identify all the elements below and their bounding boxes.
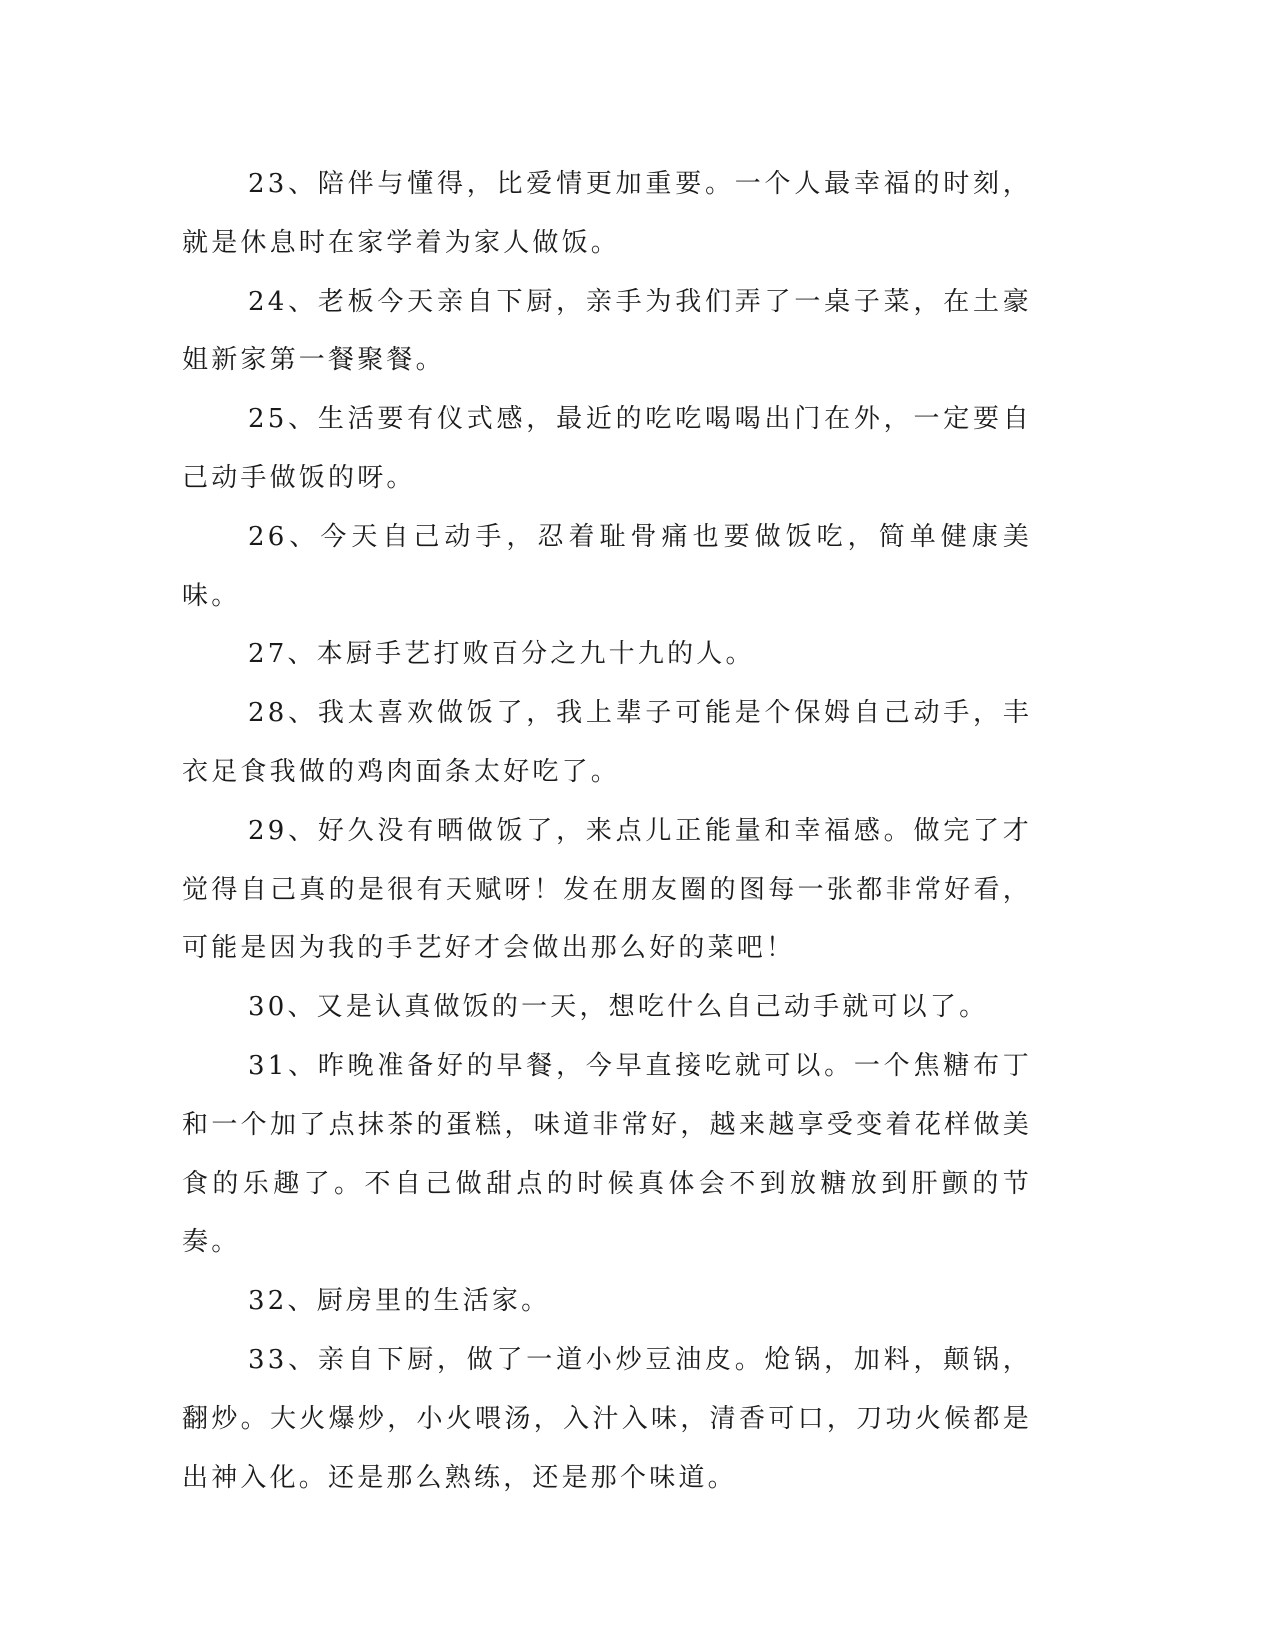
- paragraph-30: 30、又是认真做饭的一天，想吃什么自己动手就可以了。: [248, 992, 989, 1023]
- document-body: [182, 155, 1032, 1507]
- paragraph-33: 33、亲自下厨，做了一道小炒豆油皮。炝锅，加料，颠锅，翻炒。大火爆炒，小火喂汤，入汁入味，清香可口，刀功火候都是出神入化。还是那么熟练，还是那个味道。: [182, 1344, 1032, 1493]
- paragraph-28: 28、我太喜欢做饭了，我上辈子可能是个保姆自己动手，丰衣足食我做的鸡肉面条太好吃了。: [182, 698, 1032, 787]
- paragraph-25: 25、生活要有仪式感，最近的吃吃喝喝出门在外，一定要自己动手做饭的呀。: [182, 404, 1032, 493]
- paragraph-27: 27、本厨手艺打败百分之九十九的人。: [248, 639, 755, 670]
- paragraph-23: 23、陪伴与懂得，比爱情更加重要。一个人最幸福的时刻，就是休息时在家学着为家人做饭。: [182, 169, 1032, 258]
- paragraph-31: 31、昨晚准备好的早餐，今早直接吃就可以。一个焦糖布丁和一个加了点抹茶的蛋糕，味道非常好，越来越享受变着花样做美食的乐趣了。不自己做甜点的时候真体会不到放糖放到肝颤的节奏。: [182, 1050, 1032, 1258]
- paragraph-29: 29、好久没有晒做饭了，来点儿正能量和幸福感。做完了才觉得自己真的是很有天赋呀！发在朋友圈的图每一张都非常好看，可能是因为我的手艺好才会做出那么好的菜吧！: [182, 815, 1032, 964]
- paragraph-26: 26、今天自己动手，忍着耻骨痛也要做饭吃，简单健康美味。: [182, 521, 1032, 611]
- paragraph-32: 32、厨房里的生活家。: [248, 1286, 551, 1317]
- paragraph-24: 24、老板今天亲自下厨，亲手为我们弄了一桌子菜，在土豪姐新家第一餐聚餐。: [182, 286, 1032, 376]
